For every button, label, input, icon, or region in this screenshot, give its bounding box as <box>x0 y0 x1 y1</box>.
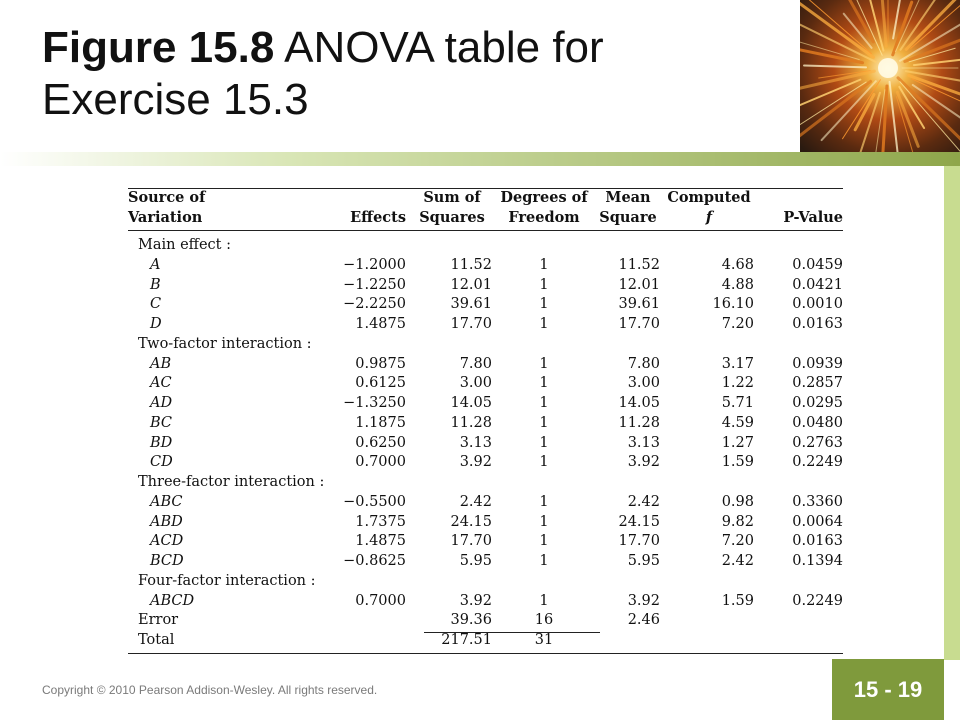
row-p-value-value: 0.3360 <box>792 493 843 510</box>
row-source-label: Error <box>138 612 179 629</box>
row-degrees-of-freedom-value: 1 <box>539 434 549 451</box>
row-effects-value: 1.4875 <box>355 533 406 550</box>
header-computed-f-line2: f <box>705 209 713 226</box>
row-source-label: AB <box>150 355 172 372</box>
row-mean-square-value: 17.70 <box>618 533 660 550</box>
row-computed-f-value: 2.42 <box>721 553 754 569</box>
row-mean-square-value: 24.15 <box>618 513 660 530</box>
row-source-label: CD <box>150 454 173 471</box>
row-sum-of-squares-value: 14.05 <box>450 395 492 411</box>
row-computed-f-value: 4.68 <box>721 256 754 273</box>
row-effects-value: 0.6250 <box>355 434 406 451</box>
copyright-notice: Copyright © 2010 Pearson Addison-Wesley. All rights reserved. <box>42 683 378 697</box>
row-mean-square-value: 5.95 <box>627 553 660 569</box>
row-effects-value: −0.5500 <box>343 493 406 510</box>
row-effects-value: 1.7375 <box>355 513 406 530</box>
row-effects-value: 0.9875 <box>355 355 406 372</box>
row-p-value-value: 0.2249 <box>792 592 843 609</box>
row-computed-f-value: 4.59 <box>721 414 754 431</box>
header-mean-square-line1: Mean <box>605 189 651 206</box>
section-label: Main effect : <box>138 237 231 253</box>
row-effects-value: 0.7000 <box>355 454 406 471</box>
row-computed-f-value: 1.27 <box>721 434 754 451</box>
row-p-value-value: 0.0939 <box>792 355 843 372</box>
header-sum-of-squares-line1: Sum of <box>423 189 481 206</box>
anova-table <box>112 166 944 660</box>
row-degrees-of-freedom-value: 1 <box>539 513 549 530</box>
row-sum-of-squares-value: 12.01 <box>450 276 492 293</box>
row-p-value-value: 0.1394 <box>792 553 843 569</box>
row-source-label: BCD <box>150 553 184 569</box>
row-mean-square-value: 11.52 <box>618 256 660 273</box>
row-source-label: ABD <box>150 513 183 530</box>
row-p-value-value: 0.0010 <box>792 296 843 313</box>
row-degrees-of-freedom-value: 1 <box>539 414 549 431</box>
total-rule <box>424 632 600 633</box>
row-degrees-of-freedom-value: 1 <box>539 395 549 411</box>
row-effects-value: 1.1875 <box>355 414 406 431</box>
header-source-of-variation-line2: Variation <box>128 209 203 226</box>
row-mean-square-value: 2.42 <box>627 493 660 510</box>
row-degrees-of-freedom-value: 1 <box>539 493 549 510</box>
row-degrees-of-freedom-value: 1 <box>539 375 549 392</box>
figure-number: Figure 15.8 <box>42 23 275 72</box>
row-degrees-of-freedom-value: 1 <box>539 355 549 372</box>
light-burst-svg <box>800 0 960 152</box>
row-mean-square-value: 11.28 <box>618 414 660 431</box>
row-sum-of-squares-value: 11.28 <box>450 414 492 431</box>
row-sum-of-squares-value: 3.13 <box>459 434 492 451</box>
header-degrees-of-freedom-line1: Degrees of <box>500 189 588 206</box>
row-source-label: ABCD <box>150 592 195 609</box>
row-effects-value: −1.2250 <box>343 276 406 293</box>
row-mean-square-value: 3.13 <box>627 434 660 451</box>
table-bottom-rule <box>128 653 843 654</box>
figure-caption: ANOVA table for Exercise 15.3 <box>42 23 604 124</box>
row-sum-of-squares-value: 5.95 <box>459 553 492 569</box>
row-degrees-of-freedom-value: 1 <box>539 276 549 293</box>
row-p-value-value: 0.2857 <box>792 375 843 392</box>
row-source-label: Total <box>138 632 175 648</box>
row-degrees-of-freedom-value: 1 <box>539 533 549 550</box>
row-computed-f-value: 3.17 <box>721 355 754 372</box>
header-sum-of-squares-line2: Squares <box>419 209 485 226</box>
header-degrees-of-freedom-line2: Freedom <box>508 209 580 226</box>
row-source-label: ACD <box>150 533 184 550</box>
row-sum-of-squares-value: 17.70 <box>450 316 492 332</box>
row-effects-value: 1.4875 <box>355 316 406 332</box>
row-computed-f-value: 1.59 <box>721 454 754 471</box>
section-label: Four-factor interaction : <box>138 572 316 589</box>
table-header-rule <box>128 230 843 231</box>
row-degrees-of-freedom-value: 1 <box>539 296 549 313</box>
header-mean-square-line2: Square <box>599 209 657 226</box>
row-p-value-value: 0.2249 <box>792 454 843 471</box>
row-degrees-of-freedom-value: 1 <box>539 454 549 471</box>
row-source-label: D <box>150 316 162 332</box>
row-sum-of-squares-value: 2.42 <box>459 493 492 510</box>
row-source-label: C <box>150 296 162 313</box>
row-p-value-value: 0.0459 <box>792 256 843 273</box>
row-sum-of-squares-value: 39.61 <box>450 296 492 313</box>
row-effects-value: −1.3250 <box>343 395 406 411</box>
row-computed-f-value: 7.20 <box>721 533 754 550</box>
row-sum-of-squares-value: 24.15 <box>450 513 492 530</box>
row-mean-square-value: 3.00 <box>627 375 660 392</box>
row-computed-f-value: 9.82 <box>721 513 754 530</box>
row-effects-value: −0.8625 <box>343 553 406 569</box>
slide-title <box>42 22 782 126</box>
row-sum-of-squares-value: 3.92 <box>459 592 492 609</box>
row-degrees-of-freedom-value: 1 <box>539 256 549 273</box>
row-sum-of-squares-value: 7.80 <box>459 355 492 372</box>
row-sum-of-squares-value: 11.52 <box>450 256 492 273</box>
row-p-value-value: 0.0480 <box>792 414 843 431</box>
row-computed-f-value: 1.59 <box>721 592 754 609</box>
section-label: Two-factor interaction : <box>138 335 312 352</box>
bottom-right-spacer <box>944 660 960 720</box>
row-mean-square-value: 14.05 <box>618 395 660 411</box>
row-computed-f-value: 4.88 <box>721 276 754 293</box>
row-p-value-value: 0.0064 <box>792 513 843 530</box>
row-effects-value: 0.6125 <box>355 375 406 392</box>
row-degrees-of-freedom-value: 1 <box>539 592 549 609</box>
row-sum-of-squares-value: 3.00 <box>459 375 492 392</box>
row-effects-value: −1.2000 <box>343 256 406 273</box>
title-area <box>0 0 800 152</box>
row-computed-f-value: 5.71 <box>721 395 754 411</box>
row-source-label: AD <box>150 395 173 411</box>
row-p-value-value: 0.0163 <box>792 533 843 550</box>
page-number: 15 - 19 <box>832 659 944 720</box>
row-mean-square-value: 3.92 <box>627 592 660 609</box>
row-degrees-of-freedom-value: 31 <box>534 632 554 648</box>
row-mean-square-value: 7.80 <box>627 355 660 372</box>
row-computed-f-value: 7.20 <box>721 316 754 332</box>
right-accent-strip <box>944 166 960 660</box>
header-p-value-line2: P-Value <box>783 209 843 226</box>
row-p-value-value: 0.2763 <box>792 434 843 451</box>
row-mean-square-value: 12.01 <box>618 276 660 293</box>
row-mean-square-value: 3.92 <box>627 454 660 471</box>
row-sum-of-squares-value: 3.92 <box>459 454 492 471</box>
row-mean-square-value: 2.46 <box>627 612 660 629</box>
row-computed-f-value: 16.10 <box>712 296 754 313</box>
row-p-value-value: 0.0163 <box>792 316 843 332</box>
row-source-label: BC <box>150 414 173 431</box>
row-source-label: BD <box>150 434 173 451</box>
header-effects-line2: Effects <box>350 209 406 226</box>
row-source-label: AC <box>150 375 172 392</box>
row-effects-value: 0.7000 <box>355 592 406 609</box>
light-burst-image <box>800 0 960 152</box>
row-mean-square-value: 17.70 <box>618 316 660 332</box>
row-sum-of-squares-value: 17.70 <box>450 533 492 550</box>
row-sum-of-squares-value: 39.36 <box>450 612 492 629</box>
row-degrees-of-freedom-value: 16 <box>534 612 554 629</box>
section-label: Three-factor interaction : <box>138 474 325 490</box>
row-source-label: ABC <box>150 493 183 510</box>
row-p-value-value: 0.0295 <box>792 395 843 411</box>
row-effects-value: −2.2250 <box>343 296 406 313</box>
row-degrees-of-freedom-value: 1 <box>539 316 549 332</box>
row-computed-f-value: 1.22 <box>721 375 754 392</box>
row-sum-of-squares-value: 217.51 <box>441 632 492 648</box>
row-mean-square-value: 39.61 <box>618 296 660 313</box>
row-source-label: A <box>150 256 161 273</box>
row-degrees-of-freedom-value: 1 <box>539 553 549 569</box>
row-p-value-value: 0.0421 <box>792 276 843 293</box>
row-computed-f-value: 0.98 <box>721 493 754 510</box>
header-computed-f-line1: Computed <box>667 189 751 206</box>
header-source-of-variation-line1: Source of <box>128 189 206 206</box>
row-source-label: B <box>150 276 161 293</box>
divider-band <box>0 152 960 166</box>
